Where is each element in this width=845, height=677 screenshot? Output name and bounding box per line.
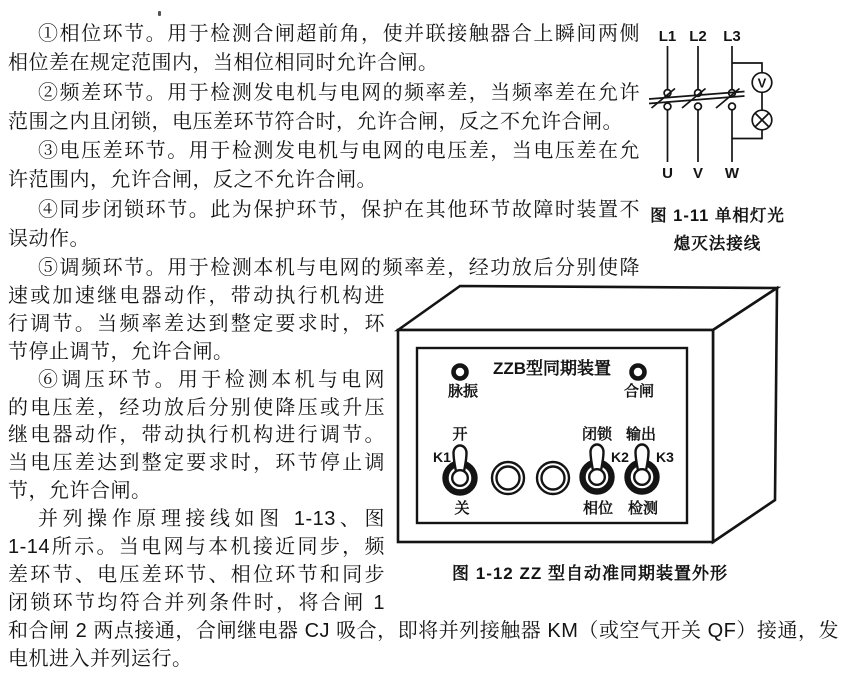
body-text-line: ②频差环节。用于检测发电机与电网的频率差，当频率差在允许 [38,81,640,104]
k3-id-label: K3 [656,449,674,465]
body-text-line: ⑥调压环节。用于检测本机与电网 [38,368,385,391]
body-text-line: 范围之内且闭锁，电压差环节符合时，允许合闸，反之不允许合闸。 [8,110,623,133]
body-text-line: ③电压差环节。用于检测发电机与电网的电压差，当电压差在允 [38,140,640,162]
panel-title: ZZB型同期装置 [492,359,612,378]
terminal-L1: L1 [658,28,677,45]
body-text-line: 行调节。当频率差达到整定要求时，环 [8,312,385,335]
pulse-lamp-label: 脉振 [447,383,479,400]
body-text-line: ①相位环节。用于检测合闸超前角，使并联接触器合上瞬间两侧 [38,23,640,45]
pulse-lamp-icon [454,366,467,379]
k1-down-label: 关 [454,500,470,517]
figure-1-11-caption-line2: 熄灭法接线 [673,235,762,253]
close-lamp-icon [632,366,645,379]
body-text-line: 并列操作原理接线如图 1-13、图 [38,508,385,531]
terminal-L2: L2 [689,28,707,45]
box-top-face [398,286,777,330]
body-text-line: ⑤调频环节。用于检测本机与电网的频率差，经功放后分别使降 [38,257,640,279]
figure-1-12-device-drawing [390,283,790,560]
k2-up-label: 闭锁 [581,426,613,443]
body-text-line: ④同步闭锁环节。此为保护环节，保护在其他环节故障时装置不 [38,198,640,221]
k1-up-label: 开 [452,426,468,443]
k2-id-label: K2 [611,449,629,465]
figure-1-11-caption-line1: 图 1-11 单相灯光 [650,207,785,225]
body-text-line: 电机进入并列运行。 [8,647,193,670]
branch-wire [732,63,762,73]
figure-1-12-caption: 图 1-12 ZZ 型自动准同期装置外形 [452,564,728,583]
body-text-line: 许范围内，允许合闸，反之不允许合闸。 [8,169,377,192]
body-text-line: 的电压差，经功放后分别使降压或升压 [8,396,385,419]
device-box [390,283,790,560]
terminal-L3: L3 [723,28,741,45]
body-text-line: 节，允许合闸。 [8,480,152,503]
circuit-lines [649,46,772,162]
body-text-line: 和合闸 2 两点接通，合闸继电器 CJ 吸合，即将并列接触器 KM（或空气开关 QF）接通，发 [8,619,839,642]
body-text-line: 继电器动作，带动执行机构进行调节。 [8,424,385,447]
body-text-line: 相位差在规定范围内，当相位相同时允许合闸。 [8,52,439,75]
k1-id-label: K1 [433,449,451,465]
body-text-line: 速或加速继电器动作，带动执行机构进 [8,284,385,307]
k2-down-label: 相位 [582,500,614,517]
figure-1-11-wiring-diagram [640,15,845,265]
terminal-U: U [662,165,673,182]
terminal-V: V [692,165,704,182]
terminal-labels [659,28,767,182]
terminal-W: W [724,165,740,182]
close-lamp-label: 合闸 [623,383,655,400]
k3-up-label: 输出 [625,426,657,443]
body-text-line: 差环节、电压差环节、相位环节和同步 [8,563,385,586]
branch-wire [732,130,762,139]
body-text-line: 1-14所示。当电网与本机接近同步，频 [8,536,385,558]
lamp-dark-circuit [640,15,845,265]
print-artifact [158,11,161,16]
body-text-line: 误动作。 [8,227,90,250]
k3-down-label: 检测 [627,500,659,517]
body-text-line: 节停止调节，允许合闸。 [8,340,234,363]
box-right-face [713,288,777,542]
body-text-line: 当电压差达到整定要求时，环节停止调 [8,452,385,475]
voltmeter-letter: V [757,75,767,91]
body-text-line: 闭锁环节均符合并列条件时，将合闸 1 [8,591,385,614]
